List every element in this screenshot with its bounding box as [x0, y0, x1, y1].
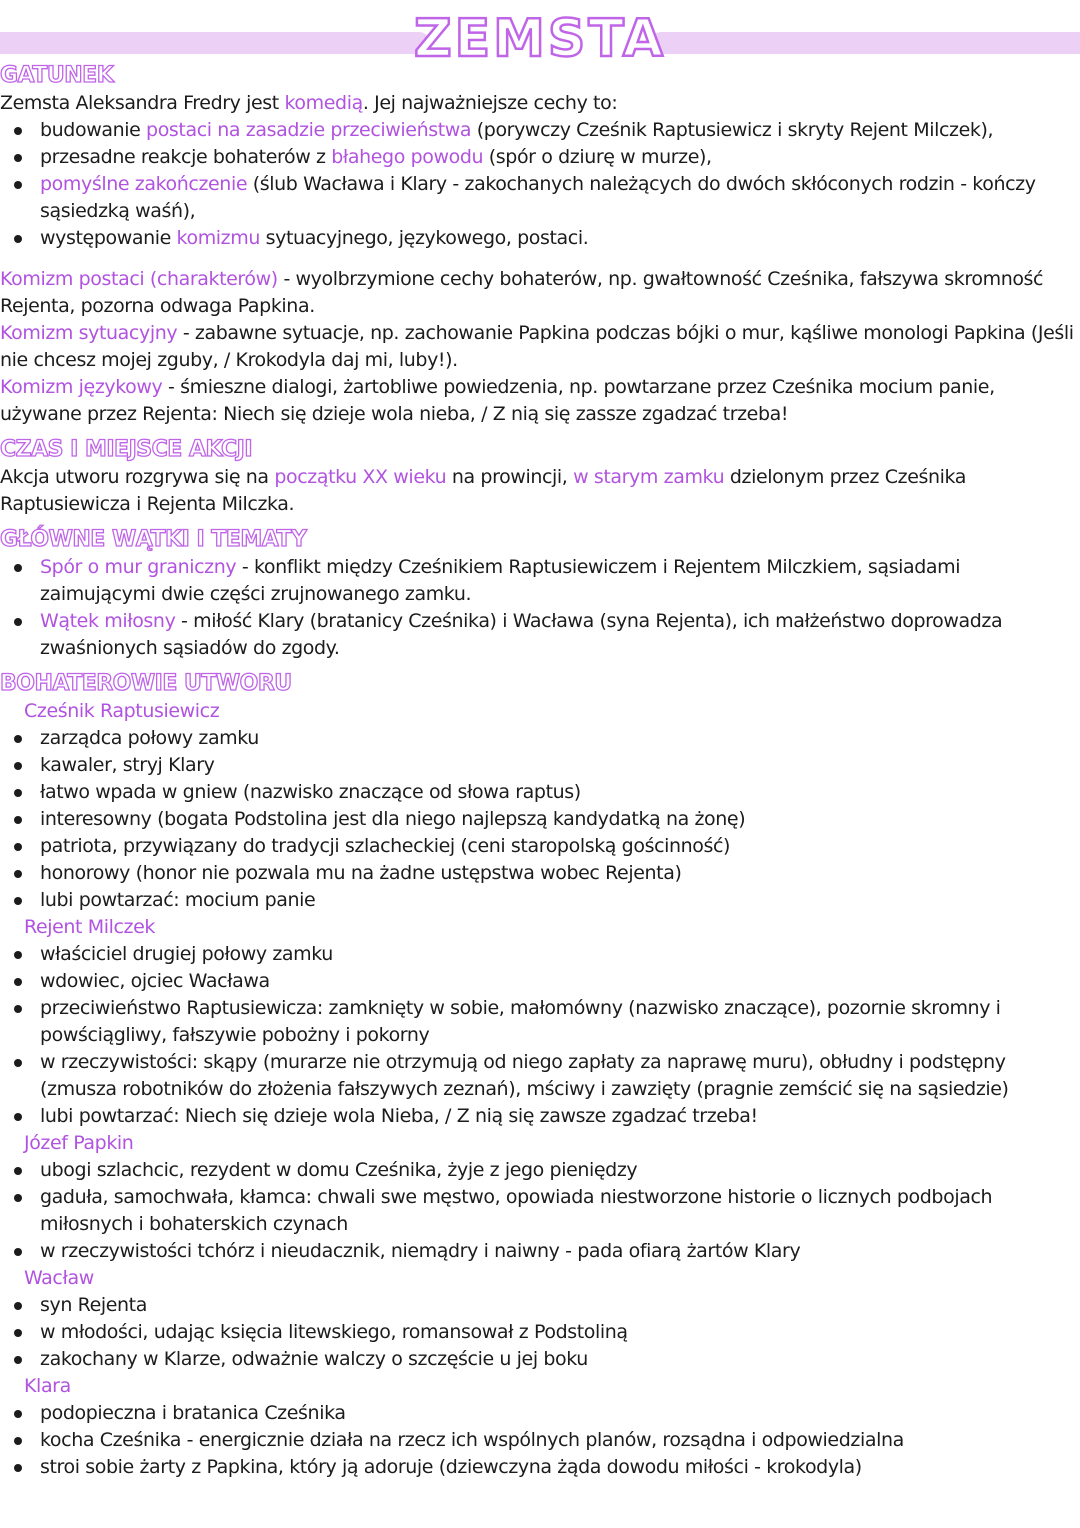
section-heading-setting: CZAS I MIEJSCE AKCJI — [0, 437, 253, 462]
list-item: zarządca połowy zamku — [0, 725, 1080, 752]
section-heading-genre: GATUNEK — [0, 63, 114, 88]
section-heading-characters: BOHATEROWIE UTWORU — [0, 671, 292, 696]
list-item: pomyślne zakończenie (ślub Wacława i Klary - zakochanych należących do dwóch skłóconych rodzin - kończy sąsiedzką waśń), — [0, 171, 1080, 225]
list-item: patriota, przywiązany do tradycji szlacheckiej (ceni staropolską gościnność) — [0, 833, 1080, 860]
genre-intro: Zemsta Aleksandra Fredry jest komedią. Jej najważniejsze cechy to: — [0, 92, 618, 114]
list-item: łatwo wpada w gniew (nazwisko znaczące od słowa raptus) — [0, 779, 1080, 806]
comedy-situational: Komizm sytuacyjny - zabawne sytuacje, np. zachowanie Papkina podczas bójki o mur, kąśliwe monologi Papkina (Jeśli nie chcesz mojej zguby, / Krokodyla daj mi, luby!). — [0, 322, 1074, 371]
list-item: budowanie postaci na zasadzie przeciwieństwa (porywczy Cześnik Raptusiewicz i skryty Rejent Milczek), — [0, 117, 1080, 144]
list-item: podopieczna i bratanica Cześnika — [0, 1400, 1080, 1427]
character-name: Rejent Milczek — [24, 916, 155, 938]
section-heading-themes: GŁÓWNE WĄTKI I TEMATY — [0, 527, 307, 552]
comedy-linguistic: Komizm językowy - śmieszne dialogi, żartobliwe powiedzenia, np. powtarzane przez Cześnika mocium panie, używane przez Rejenta: Niech się dzieje wola nieba, / Z nią się zassze zgadzać trzeba! — [0, 376, 995, 425]
character-traits — [0, 725, 1080, 914]
genre-feature-list — [0, 117, 1080, 252]
list-item: przeciwieństwo Raptusiewicza: zamknięty w sobie, małomówny (nazwisko znaczące), pozornie skromny i powściągliwy, fałszywie pobożny i pokorny — [0, 995, 1080, 1049]
list-item: właściciel drugiej połowy zamku — [0, 941, 1080, 968]
list-item: Wątek miłosny - miłość Klary (bratanicy Cześnika) i Wacława (syna Rejenta), ich małżeństwo doprowadza zwaśnionych sąsiadów do zgody. — [0, 608, 1080, 662]
list-item: zakochany w Klarze, odważnie walczy o szczęście u jej boku — [0, 1346, 1080, 1373]
list-item: stroi sobie żarty z Papkina, który ją adoruje (dziewczyna żąda dowodu miłości - krokodyla) — [0, 1454, 1080, 1481]
notes-content — [0, 62, 1080, 1481]
list-item: honorowy (honor nie pozwala mu na żadne ustępstwa wobec Rejenta) — [0, 860, 1080, 887]
character-name: Klara — [24, 1375, 71, 1397]
character-traits — [0, 1292, 1080, 1373]
comedy-character: Komizm postaci (charakterów) - wyolbrzymione cechy bohaterów, np. gwałtowność Cześnika, fałszywa skromność Rejenta, pozorna odwaga Papkina. — [0, 268, 1044, 317]
list-item: występowanie komizmu sytuacyjnego, językowego, postaci. — [0, 225, 1080, 252]
setting-text: Akcja utworu rozgrywa się na początku XX wieku na prowincji, w starym zamku dzielonym przez Cześnika Raptusiewicza i Rejenta Milczka. — [0, 466, 967, 515]
character-name: Wacław — [24, 1267, 94, 1289]
title-banner — [0, 8, 1080, 70]
themes-list — [0, 554, 1080, 662]
character-traits — [0, 941, 1080, 1130]
character-name: Józef Papkin — [24, 1132, 134, 1154]
list-item: wdowiec, ojciec Wacława — [0, 968, 1080, 995]
list-item: interesowny (bogata Podstolina jest dla niego najlepszą kandydatką na żonę) — [0, 806, 1080, 833]
list-item: przesadne reakcje bohaterów z błahego powodu (spór o dziurę w murze), — [0, 144, 1080, 171]
character-traits — [0, 1400, 1080, 1481]
list-item: gaduła, samochwała, kłamca: chwali swe męstwo, opowiada niestworzone historie o licznych podbojach miłosnych i bohaterskich czynach — [0, 1184, 1080, 1238]
character-traits — [0, 1157, 1080, 1265]
character-name: Cześnik Raptusiewicz — [24, 700, 220, 722]
page-title: ZEMSTA — [413, 9, 667, 69]
list-item: lubi powtarzać: Niech się dzieje wola Nieba, / Z nią się zawsze zgadzać trzeba! — [0, 1103, 1080, 1130]
list-item: lubi powtarzać: mocium panie — [0, 887, 1080, 914]
list-item: Spór o mur graniczny - konflikt między Cześnikiem Raptusiewiczem i Rejentem Milczkiem, sąsiadami zaimującymi dwie części zrujnowanego zamku. — [0, 554, 1080, 608]
list-item: syn Rejenta — [0, 1292, 1080, 1319]
list-item: kawaler, stryj Klary — [0, 752, 1080, 779]
list-item: kocha Cześnika - energicznie działa na rzecz ich wspólnych planów, rozsądna i odpowiedzialna — [0, 1427, 1080, 1454]
list-item: ubogi szlachcic, rezydent w domu Cześnika, żyje z jego pieniędzy — [0, 1157, 1080, 1184]
list-item: w rzeczywistości: skąpy (murarze nie otrzymują od niego zapłaty za naprawę muru), obłudny i podstępny (zmusza robotników do złożenia fałszywych zeznań), mściwy i zawzięty (pragnie zemścić się na sąsiedzie) — [0, 1049, 1080, 1103]
list-item: w rzeczywistości tchórz i nieudacznik, niemądry i naiwny - pada ofiarą żartów Klary — [0, 1238, 1080, 1265]
list-item: w młodości, udając księcia litewskiego, romansował z Podstoliną — [0, 1319, 1080, 1346]
